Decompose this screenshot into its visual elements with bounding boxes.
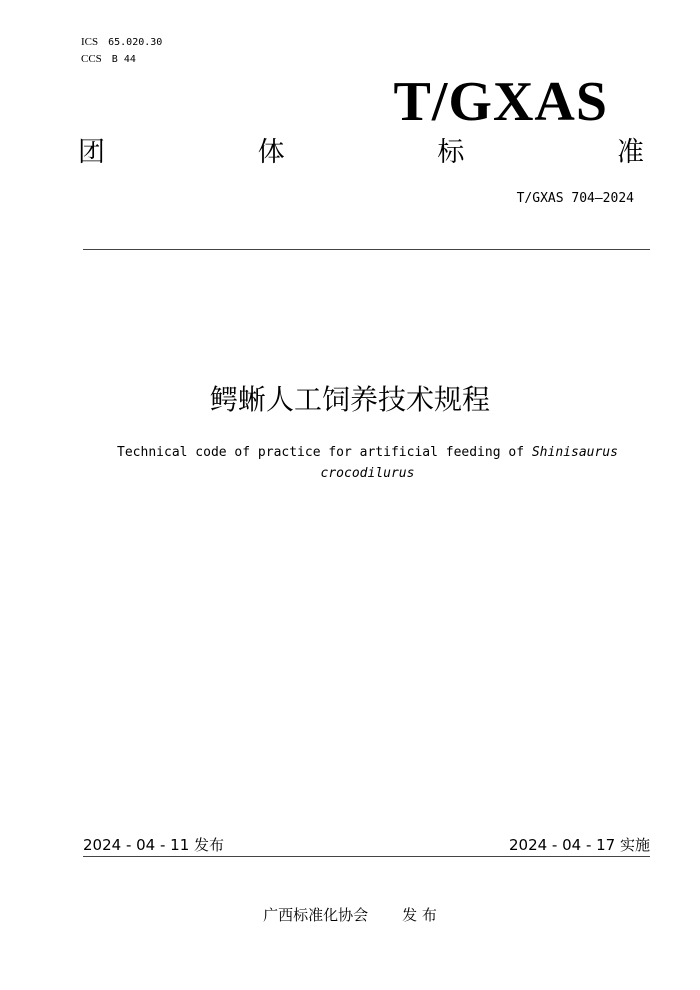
ics-value: 65.020.30: [108, 37, 163, 48]
footer-divider: [83, 856, 650, 857]
title-english-species: Shinisaurus crocodilurus: [320, 445, 618, 481]
standard-number: T/GXAS 704—2024: [516, 191, 634, 206]
standard-type-char: 准: [616, 137, 644, 168]
standard-type-char: 标: [437, 137, 465, 168]
document-title-english: [90, 442, 645, 484]
ccs-label: CCS: [81, 53, 102, 65]
ccs-code: [81, 51, 162, 68]
standard-type-heading: [78, 135, 644, 171]
ics-label: ICS: [81, 36, 99, 48]
implement-date: 2024 - 04 - 17 实施: [508, 836, 650, 854]
standard-logo: T/GXAS: [393, 71, 608, 133]
document-title-chinese: 鳄蜥人工饲养技术规程: [209, 383, 490, 416]
publisher-action: 发 布: [402, 906, 437, 924]
header-divider: [83, 249, 650, 250]
ics-code: [81, 34, 162, 51]
publish-date: 2024 - 04 - 11 发布: [83, 836, 225, 854]
title-english-text: Technical code of practice for artificial feeding of: [117, 445, 532, 460]
standard-type-char: 团: [78, 137, 105, 168]
ccs-value: B 44: [111, 54, 136, 65]
standard-type-char: 体: [257, 137, 285, 168]
publisher-name: 广西标准化协会: [263, 906, 369, 924]
publisher-line: [0, 904, 700, 925]
classification-codes: [81, 34, 162, 68]
